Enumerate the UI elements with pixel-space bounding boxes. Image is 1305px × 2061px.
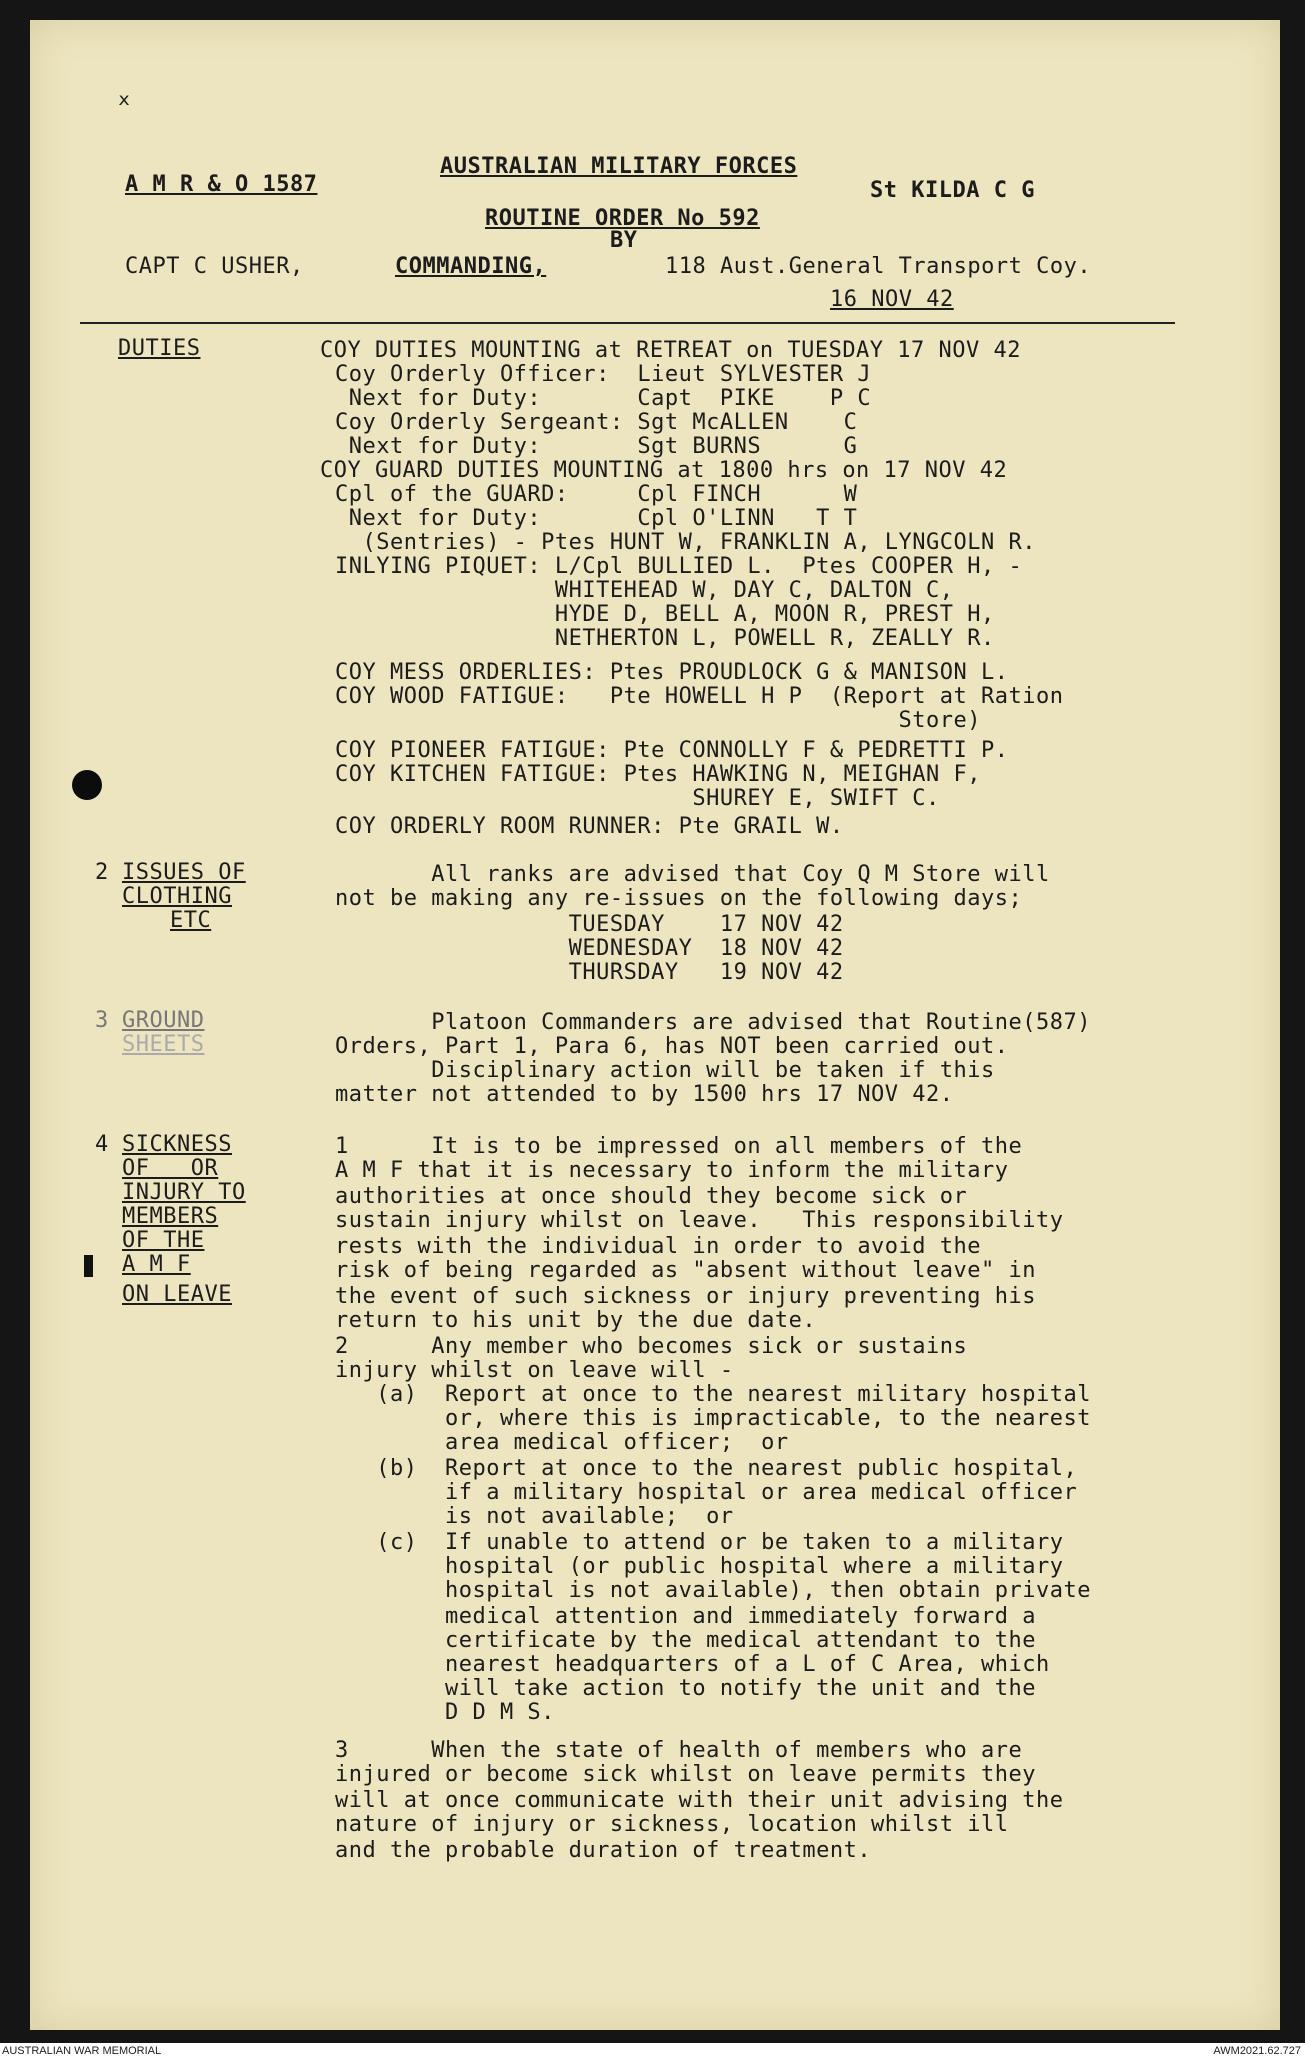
sickness-line: medical attention and immediately forward a bbox=[335, 1604, 1037, 1629]
ground-line: Platoon Commanders are advised that Routine(587) bbox=[335, 1010, 1091, 1035]
duty-line: COY DUTIES MOUNTING at RETREAT on TUESDAY 17 NOV 42 bbox=[320, 338, 1022, 363]
issues-number: 2 bbox=[95, 860, 109, 885]
sickness-heading-1: SICKNESS bbox=[122, 1132, 232, 1157]
duty-line: HYDE D, BELL A, MOON R, PREST H, bbox=[335, 602, 995, 627]
sickness-line: nearest headquarters of a L of C Area, which bbox=[335, 1652, 1050, 1677]
sickness-line: will at once communicate with their unit advising the bbox=[335, 1788, 1064, 1813]
ink-mark: ₓ bbox=[115, 78, 134, 113]
duty-line: Next for Duty: Sgt BURNS G bbox=[335, 434, 858, 459]
issues-line: WEDNESDAY 18 NOV 42 bbox=[335, 936, 844, 961]
sickness-line: authorities at once should they become sick or bbox=[335, 1184, 968, 1209]
footer-credit: AUSTRALIAN WAR MEMORIAL bbox=[2, 2045, 162, 2057]
document-title: AUSTRALIAN MILITARY FORCES bbox=[440, 154, 798, 179]
sickness-line: certificate by the medical attendant to the bbox=[335, 1628, 1037, 1653]
ref-number: A M R & O 1587 bbox=[125, 172, 318, 197]
sickness-line: 3 When the state of health of members who are bbox=[335, 1738, 1023, 1763]
sickness-line: sustain injury whilst on leave. This responsibility bbox=[335, 1208, 1064, 1233]
duty-line: Store) bbox=[335, 708, 982, 733]
sickness-line: injured or become sick whilst on leave permits they bbox=[335, 1762, 1037, 1787]
ground-heading-2: SHEETS bbox=[122, 1032, 205, 1057]
duty-line: COY ORDERLY ROOM RUNNER: Pte GRAIL W. bbox=[335, 814, 844, 839]
location: St KILDA C G bbox=[870, 178, 1035, 203]
sickness-line: and the probable duration of treatment. bbox=[335, 1838, 872, 1863]
duty-line: Coy Orderly Officer: Lieut SYLVESTER J bbox=[335, 362, 872, 387]
duties-heading: DUTIES bbox=[118, 336, 201, 361]
ground-line: Orders, Part 1, Para 6, has NOT been carried out. bbox=[335, 1034, 1009, 1059]
sickness-line: A M F that it is necessary to inform the military bbox=[335, 1158, 1009, 1183]
duty-line: SHUREY E, SWIFT C. bbox=[335, 786, 940, 811]
duty-line: COY GUARD DUTIES MOUNTING at 1800 hrs on 17 NOV 42 bbox=[320, 458, 1008, 483]
issues-heading-3: ETC bbox=[170, 908, 212, 933]
duty-line: COY PIONEER FATIGUE: Pte CONNOLLY F & PEDRETTI P. bbox=[335, 738, 1009, 763]
sickness-heading-6: A M F bbox=[122, 1252, 191, 1277]
duty-line: (Sentries) - Ptes HUNT W, FRANKLIN A, LYNGCOLN R. bbox=[335, 530, 1037, 555]
sickness-heading-7: ON LEAVE bbox=[122, 1282, 232, 1307]
sickness-heading-5: OF THE bbox=[122, 1228, 205, 1253]
sickness-line: injury whilst on leave will - bbox=[335, 1358, 734, 1383]
sickness-line: the event of such sickness or injury preventing his bbox=[335, 1284, 1037, 1309]
sickness-line: nature of injury or sickness, location whilst ill bbox=[335, 1812, 1009, 1837]
duty-line: COY MESS ORDERLIES: Ptes PROUDLOCK G & MANISON L. bbox=[335, 660, 1009, 685]
margin-mark bbox=[84, 1255, 93, 1277]
duty-line: COY WOOD FATIGUE: Pte HOWELL H P (Report at Ration bbox=[335, 684, 1064, 709]
duty-line: WHITEHEAD W, DAY C, DALTON C, bbox=[335, 578, 954, 603]
sickness-line: rests with the individual in order to avoid the bbox=[335, 1234, 982, 1259]
issues-line: not be making any re-issues on the following days; bbox=[335, 886, 1023, 911]
sickness-line: 2 Any member who becomes sick or sustains bbox=[335, 1334, 968, 1359]
sickness-line: (a) Report at once to the nearest military hospital bbox=[335, 1382, 1091, 1407]
sickness-line: if a military hospital or area medical officer bbox=[335, 1480, 1078, 1505]
sickness-heading-3: INJURY TO bbox=[122, 1180, 246, 1205]
ground-line: matter not attended to by 1500 hrs 17 NOV 42. bbox=[335, 1082, 954, 1107]
sickness-line: return to his unit by the due date. bbox=[335, 1308, 817, 1333]
duty-line: Cpl of the GUARD: Cpl FINCH W bbox=[335, 482, 858, 507]
sickness-line: hospital is not available), then obtain private bbox=[335, 1578, 1091, 1603]
commanding: COMMANDING, bbox=[395, 254, 547, 279]
sickness-line: 1 It is to be impressed on all members of the bbox=[335, 1134, 1023, 1159]
sickness-line: risk of being regarded as "absent without leave" in bbox=[335, 1258, 1037, 1283]
header-rule bbox=[80, 322, 1175, 324]
commander: CAPT C USHER, bbox=[125, 254, 304, 279]
duty-line: INLYING PIQUET: L/Cpl BULLIED L. Ptes COOPER H, - bbox=[335, 554, 1023, 579]
issues-line: All ranks are advised that Coy Q M Store will bbox=[335, 862, 1050, 887]
sickness-line: D D M S. bbox=[335, 1700, 555, 1725]
ground-heading-1: GROUND bbox=[122, 1008, 205, 1033]
sickness-line: will take action to notify the unit and the bbox=[335, 1676, 1037, 1701]
sickness-line: or, where this is impracticable, to the nearest bbox=[335, 1406, 1091, 1431]
order-number: ROUTINE ORDER No 592 bbox=[485, 206, 760, 231]
sickness-heading-4: MEMBERS bbox=[122, 1204, 219, 1229]
duty-line: Next for Duty: Capt PIKE P C bbox=[335, 386, 872, 411]
duty-line: COY KITCHEN FATIGUE: Ptes HAWKING N, MEIGHAN F, bbox=[335, 762, 982, 787]
ground-line: Disciplinary action will be taken if this bbox=[335, 1058, 995, 1083]
sickness-line: (b) Report at once to the nearest public hospital, bbox=[335, 1456, 1078, 1481]
issues-line: THURSDAY 19 NOV 42 bbox=[335, 960, 844, 985]
duty-line: Coy Orderly Sergeant: Sgt McALLEN C bbox=[335, 410, 858, 435]
duty-line: Next for Duty: Cpl O'LINN T T bbox=[335, 506, 858, 531]
sickness-line: hospital (or public hospital where a military bbox=[335, 1554, 1064, 1579]
sickness-line: (c) If unable to attend or be taken to a military bbox=[335, 1530, 1064, 1555]
punch-hole bbox=[72, 770, 102, 800]
ground-number: 3 bbox=[95, 1008, 109, 1033]
issues-heading-1: ISSUES OF bbox=[122, 860, 246, 885]
footer-accession: AWM2021.62.727 bbox=[1213, 2045, 1301, 2057]
issues-heading-2: CLOTHING bbox=[122, 884, 232, 909]
order-date: 16 NOV 42 bbox=[830, 287, 954, 312]
sickness-line: area medical officer; or bbox=[335, 1430, 789, 1455]
duty-line: NETHERTON L, POWELL R, ZEALLY R. bbox=[335, 626, 995, 651]
footer-bar bbox=[0, 2043, 1305, 2061]
sickness-line: is not available; or bbox=[335, 1504, 734, 1529]
unit-name: 118 Aust.General Transport Coy. bbox=[665, 254, 1092, 279]
sickness-heading-2: OF OR bbox=[122, 1156, 219, 1181]
sickness-number: 4 bbox=[95, 1132, 109, 1157]
issues-line: TUESDAY 17 NOV 42 bbox=[335, 912, 844, 937]
order-by: BY bbox=[610, 228, 638, 253]
